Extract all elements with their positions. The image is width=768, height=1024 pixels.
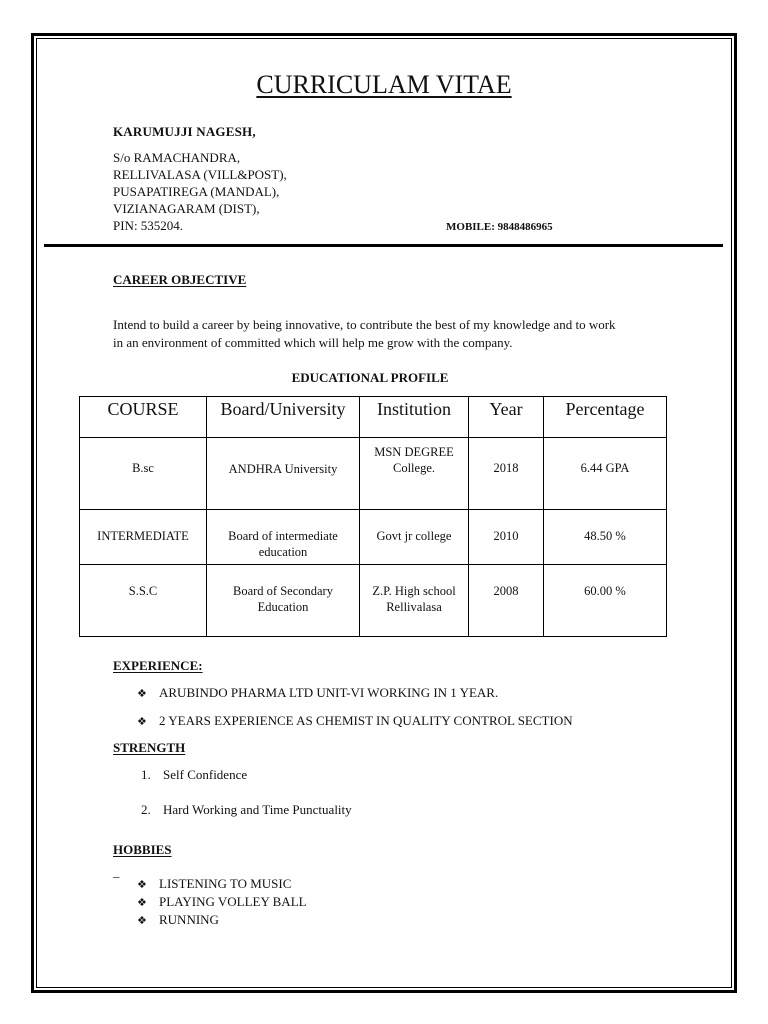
table-cell: 2018: [469, 438, 544, 510]
list-item: [137, 912, 219, 928]
hobby-item: LISTENING TO MUSIC: [159, 876, 292, 891]
table-row: [80, 438, 667, 510]
career-objective-text: [113, 316, 713, 352]
table-cell: 48.50 %: [544, 510, 667, 565]
diamond-bullet-icon: ❖: [137, 914, 147, 927]
column-header: COURSE: [80, 397, 207, 438]
list-item: [137, 713, 573, 729]
address-line: RELLIVALASA (VILL&POST),: [113, 167, 287, 182]
address-block: [113, 149, 287, 234]
list-item: [141, 802, 352, 818]
stray-dash: _: [113, 864, 120, 879]
table-header-row: [80, 397, 667, 438]
objective-line: in an environment of committed which will help me grow with the company.: [113, 335, 513, 350]
column-header: Year: [469, 397, 544, 438]
table-row: [80, 510, 667, 565]
experience-item: ARUBINDO PHARMA LTD UNIT-VI WORKING IN 1 YEAR.: [159, 685, 499, 700]
hobby-item: RUNNING: [159, 912, 219, 927]
experience-item: 2 YEARS EXPERIENCE AS CHEMIST IN QUALITY CONTROL SECTION: [159, 713, 573, 728]
table-cell: 6.44 GPA: [544, 438, 667, 510]
hobbies-heading: HOBBIES: [113, 842, 172, 857]
table-cell: Board of intermediate education: [207, 510, 360, 565]
list-item: [141, 767, 247, 783]
list-item: [137, 685, 498, 701]
page-title: CURRICULAM VITAE: [256, 70, 512, 99]
table-cell: MSN DEGREE College.: [360, 438, 469, 510]
list-item: [137, 876, 291, 892]
candidate-name: KARUMUJJI NAGESH,: [113, 124, 256, 139]
career-objective-heading: CAREER OBJECTIVE: [113, 272, 247, 287]
table-row: [80, 565, 667, 637]
table-cell: ANDHRA University: [207, 438, 360, 510]
column-header: Percentage: [544, 397, 667, 438]
diamond-bullet-icon: ❖: [137, 896, 147, 909]
table-cell: Govt jr college: [360, 510, 469, 565]
address-line: VIZIANAGARAM (DIST),: [113, 201, 260, 216]
table-cell: INTERMEDIATE: [80, 510, 207, 565]
address-line: PUSAPATIREGA (MANDAL),: [113, 184, 280, 199]
table-cell: B.sc: [80, 438, 207, 510]
column-header: Institution: [360, 397, 469, 438]
hobby-item: PLAYING VOLLEY BALL: [159, 894, 307, 909]
address-line: S/o RAMACHANDRA,: [113, 150, 241, 165]
list-number: 2.: [141, 802, 151, 817]
table-cell: 60.00 %: [544, 565, 667, 637]
header-divider: [44, 244, 723, 247]
objective-line: Intend to build a career by being innovative, to contribute the best of my knowledge and to work: [113, 317, 616, 332]
diamond-bullet-icon: ❖: [137, 878, 147, 891]
table-cell: 2010: [469, 510, 544, 565]
table-cell: 2008: [469, 565, 544, 637]
table-cell: S.S.C: [80, 565, 207, 637]
strength-heading: STRENGTH: [113, 740, 186, 755]
strength-item: Self Confidence: [163, 767, 248, 782]
educational-profile-heading: EDUCATIONAL PROFILE: [291, 370, 449, 385]
address-line: PIN: 535204.: [113, 218, 184, 233]
diamond-bullet-icon: ❖: [137, 715, 147, 728]
diamond-bullet-icon: ❖: [137, 687, 147, 700]
table-cell: Z.P. High school Rellivalasa: [360, 565, 469, 637]
experience-heading: EXPERIENCE:: [113, 658, 203, 673]
table-cell: Board of Secondary Education: [207, 565, 360, 637]
column-header: Board/University: [207, 397, 360, 438]
education-table: [79, 396, 667, 637]
list-number: 1.: [141, 767, 151, 782]
mobile-number: MOBILE: 9848486965: [446, 221, 553, 233]
list-item: [137, 894, 307, 910]
strength-item: Hard Working and Time Punctuality: [163, 802, 352, 817]
